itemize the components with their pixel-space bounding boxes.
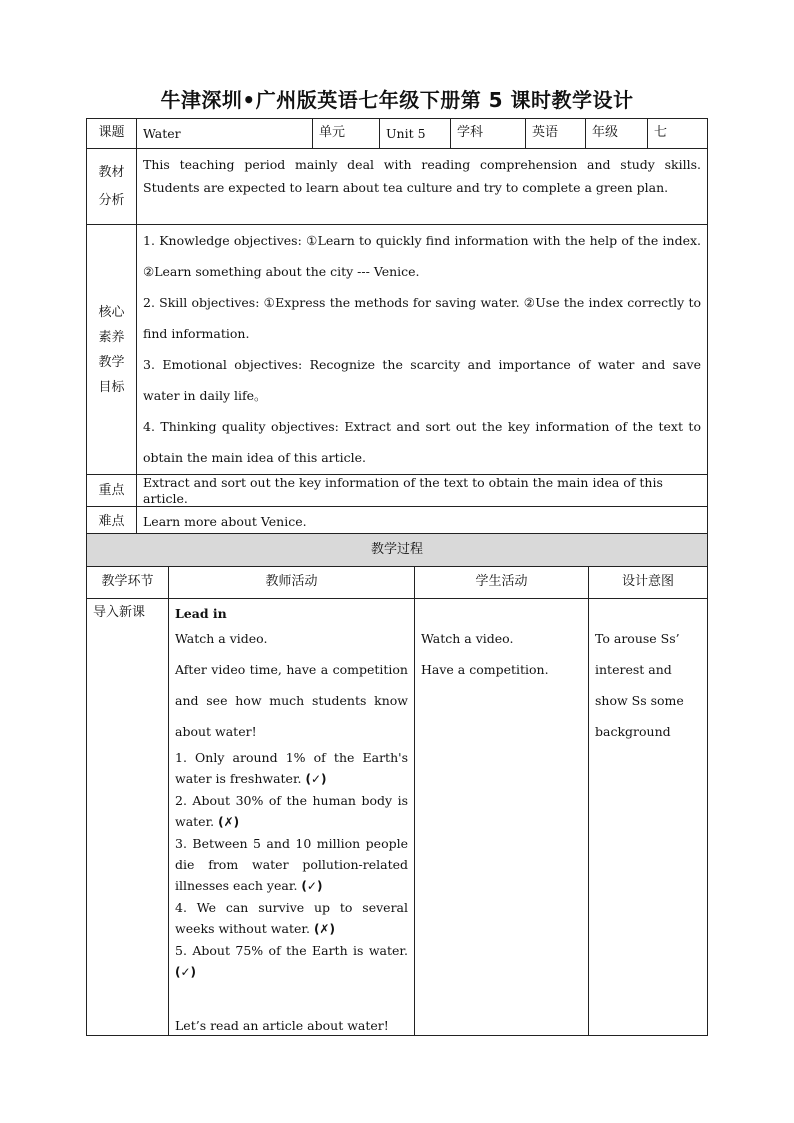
section-title-row xyxy=(87,534,708,567)
true-mark: (✓) xyxy=(305,772,327,786)
topic-label: 课题 xyxy=(87,119,137,149)
student-activity-cell xyxy=(415,599,589,1036)
design-intent-cell xyxy=(589,599,708,1036)
col-teacher-header: 教师活动 xyxy=(169,567,415,599)
unit-label: 单元 xyxy=(313,119,380,149)
true-mark: (✓) xyxy=(175,965,197,979)
objective-skill: 2. Skill objectives: ①Express the methods for saving water. ②Use the index correctly to find information. xyxy=(143,295,701,341)
difficulty-text: Learn more about Venice. xyxy=(137,507,708,538)
student-line-watch: Watch a video. xyxy=(421,631,514,646)
analysis-label-line2: 分析 xyxy=(98,192,125,208)
col-intent-header: 设计意图 xyxy=(589,567,708,599)
student-line-competition: Have a competition. xyxy=(421,662,549,677)
subject-value: 英语 xyxy=(526,119,586,149)
fact-text: 5. About 75% of the Earth is water. xyxy=(175,943,408,958)
column-header-row xyxy=(87,567,708,599)
subject-label: 学科 xyxy=(451,119,526,149)
fact-item xyxy=(175,790,408,833)
lead-in-row xyxy=(87,599,708,1036)
lesson-info-table xyxy=(86,118,708,538)
fact-item xyxy=(175,940,408,983)
grade-value: 七 xyxy=(648,119,708,149)
analysis-row xyxy=(87,149,708,225)
fact-text: 2. About 30% of the human body is water. xyxy=(175,793,408,829)
objectives-label-line1: 核心 xyxy=(98,304,125,320)
grade-label: 年级 xyxy=(586,119,648,149)
analysis-text: This teaching period mainly deal with reading comprehension and study skills. Students are expected to learn about tea culture and try to complete a green plan. xyxy=(137,149,708,225)
key-point-row xyxy=(87,475,708,507)
key-point-text: Extract and sort out the key information of the text to obtain the main idea of this article. xyxy=(137,475,708,507)
fact-text: 4. We can survive up to several weeks without water. xyxy=(175,900,408,936)
objective-thinking: 4. Thinking quality objectives: Extract and sort out the key information of the text to obtain the main idea of this article. xyxy=(143,419,701,465)
true-mark: (✓) xyxy=(301,879,323,893)
objective-knowledge: 1. Knowledge objectives: ①Learn to quickly find information with the help of the index. ②Learn something about the city --- Venice. xyxy=(143,233,701,279)
design-intent-text: To arouse Ss’ interest and show Ss some background xyxy=(595,631,684,739)
teacher-line-competition: After video time, have a competition and see how much students know about water! xyxy=(175,662,408,739)
objectives-row xyxy=(87,225,708,475)
fact-item xyxy=(175,897,408,940)
fact-text: 1. Only around 1% of the Earth's water is freshwater. xyxy=(175,750,408,786)
objectives-label-line2: 素养 xyxy=(98,329,125,345)
teacher-activity-cell xyxy=(169,599,415,1036)
col-student-header: 学生活动 xyxy=(415,567,589,599)
analysis-label-line1: 教材 xyxy=(98,164,125,180)
key-point-label: 重点 xyxy=(87,475,137,507)
objectives-text xyxy=(137,225,708,475)
lead-in-heading: Lead in xyxy=(175,606,227,621)
analysis-label xyxy=(87,149,137,225)
page-title: 牛津深圳•广州版英语七年级下册第 5 课时教学设计 xyxy=(160,88,634,112)
objectives-label-line3: 教学 xyxy=(98,354,125,370)
unit-value: Unit 5 xyxy=(380,119,451,149)
topic-value: Water xyxy=(137,119,313,149)
teacher-closing-line: Let’s read an article about water! xyxy=(175,1018,389,1033)
fact-item xyxy=(175,747,408,790)
section-title: 教学过程 xyxy=(87,534,708,567)
objective-emotional: 3. Emotional objectives: Recognize the scarcity and importance of water and save water in daily life。 xyxy=(143,357,701,403)
false-mark: (✗) xyxy=(313,922,335,936)
objectives-label-line4: 目标 xyxy=(98,379,125,395)
teaching-process-table xyxy=(86,533,708,1036)
fact-item xyxy=(175,833,408,897)
false-mark: (✗) xyxy=(218,815,240,829)
fact-text: 3. Between 5 and 10 million people die from water pollution-related illnesses each year. xyxy=(175,836,408,893)
objectives-label xyxy=(87,225,137,475)
teacher-line-watch: Watch a video. xyxy=(175,631,268,646)
header-row xyxy=(87,119,708,149)
col-stage-header: 教学环节 xyxy=(87,567,169,599)
difficulty-label: 难点 xyxy=(87,507,137,538)
stage-cell: 导入新课 xyxy=(87,599,169,1036)
